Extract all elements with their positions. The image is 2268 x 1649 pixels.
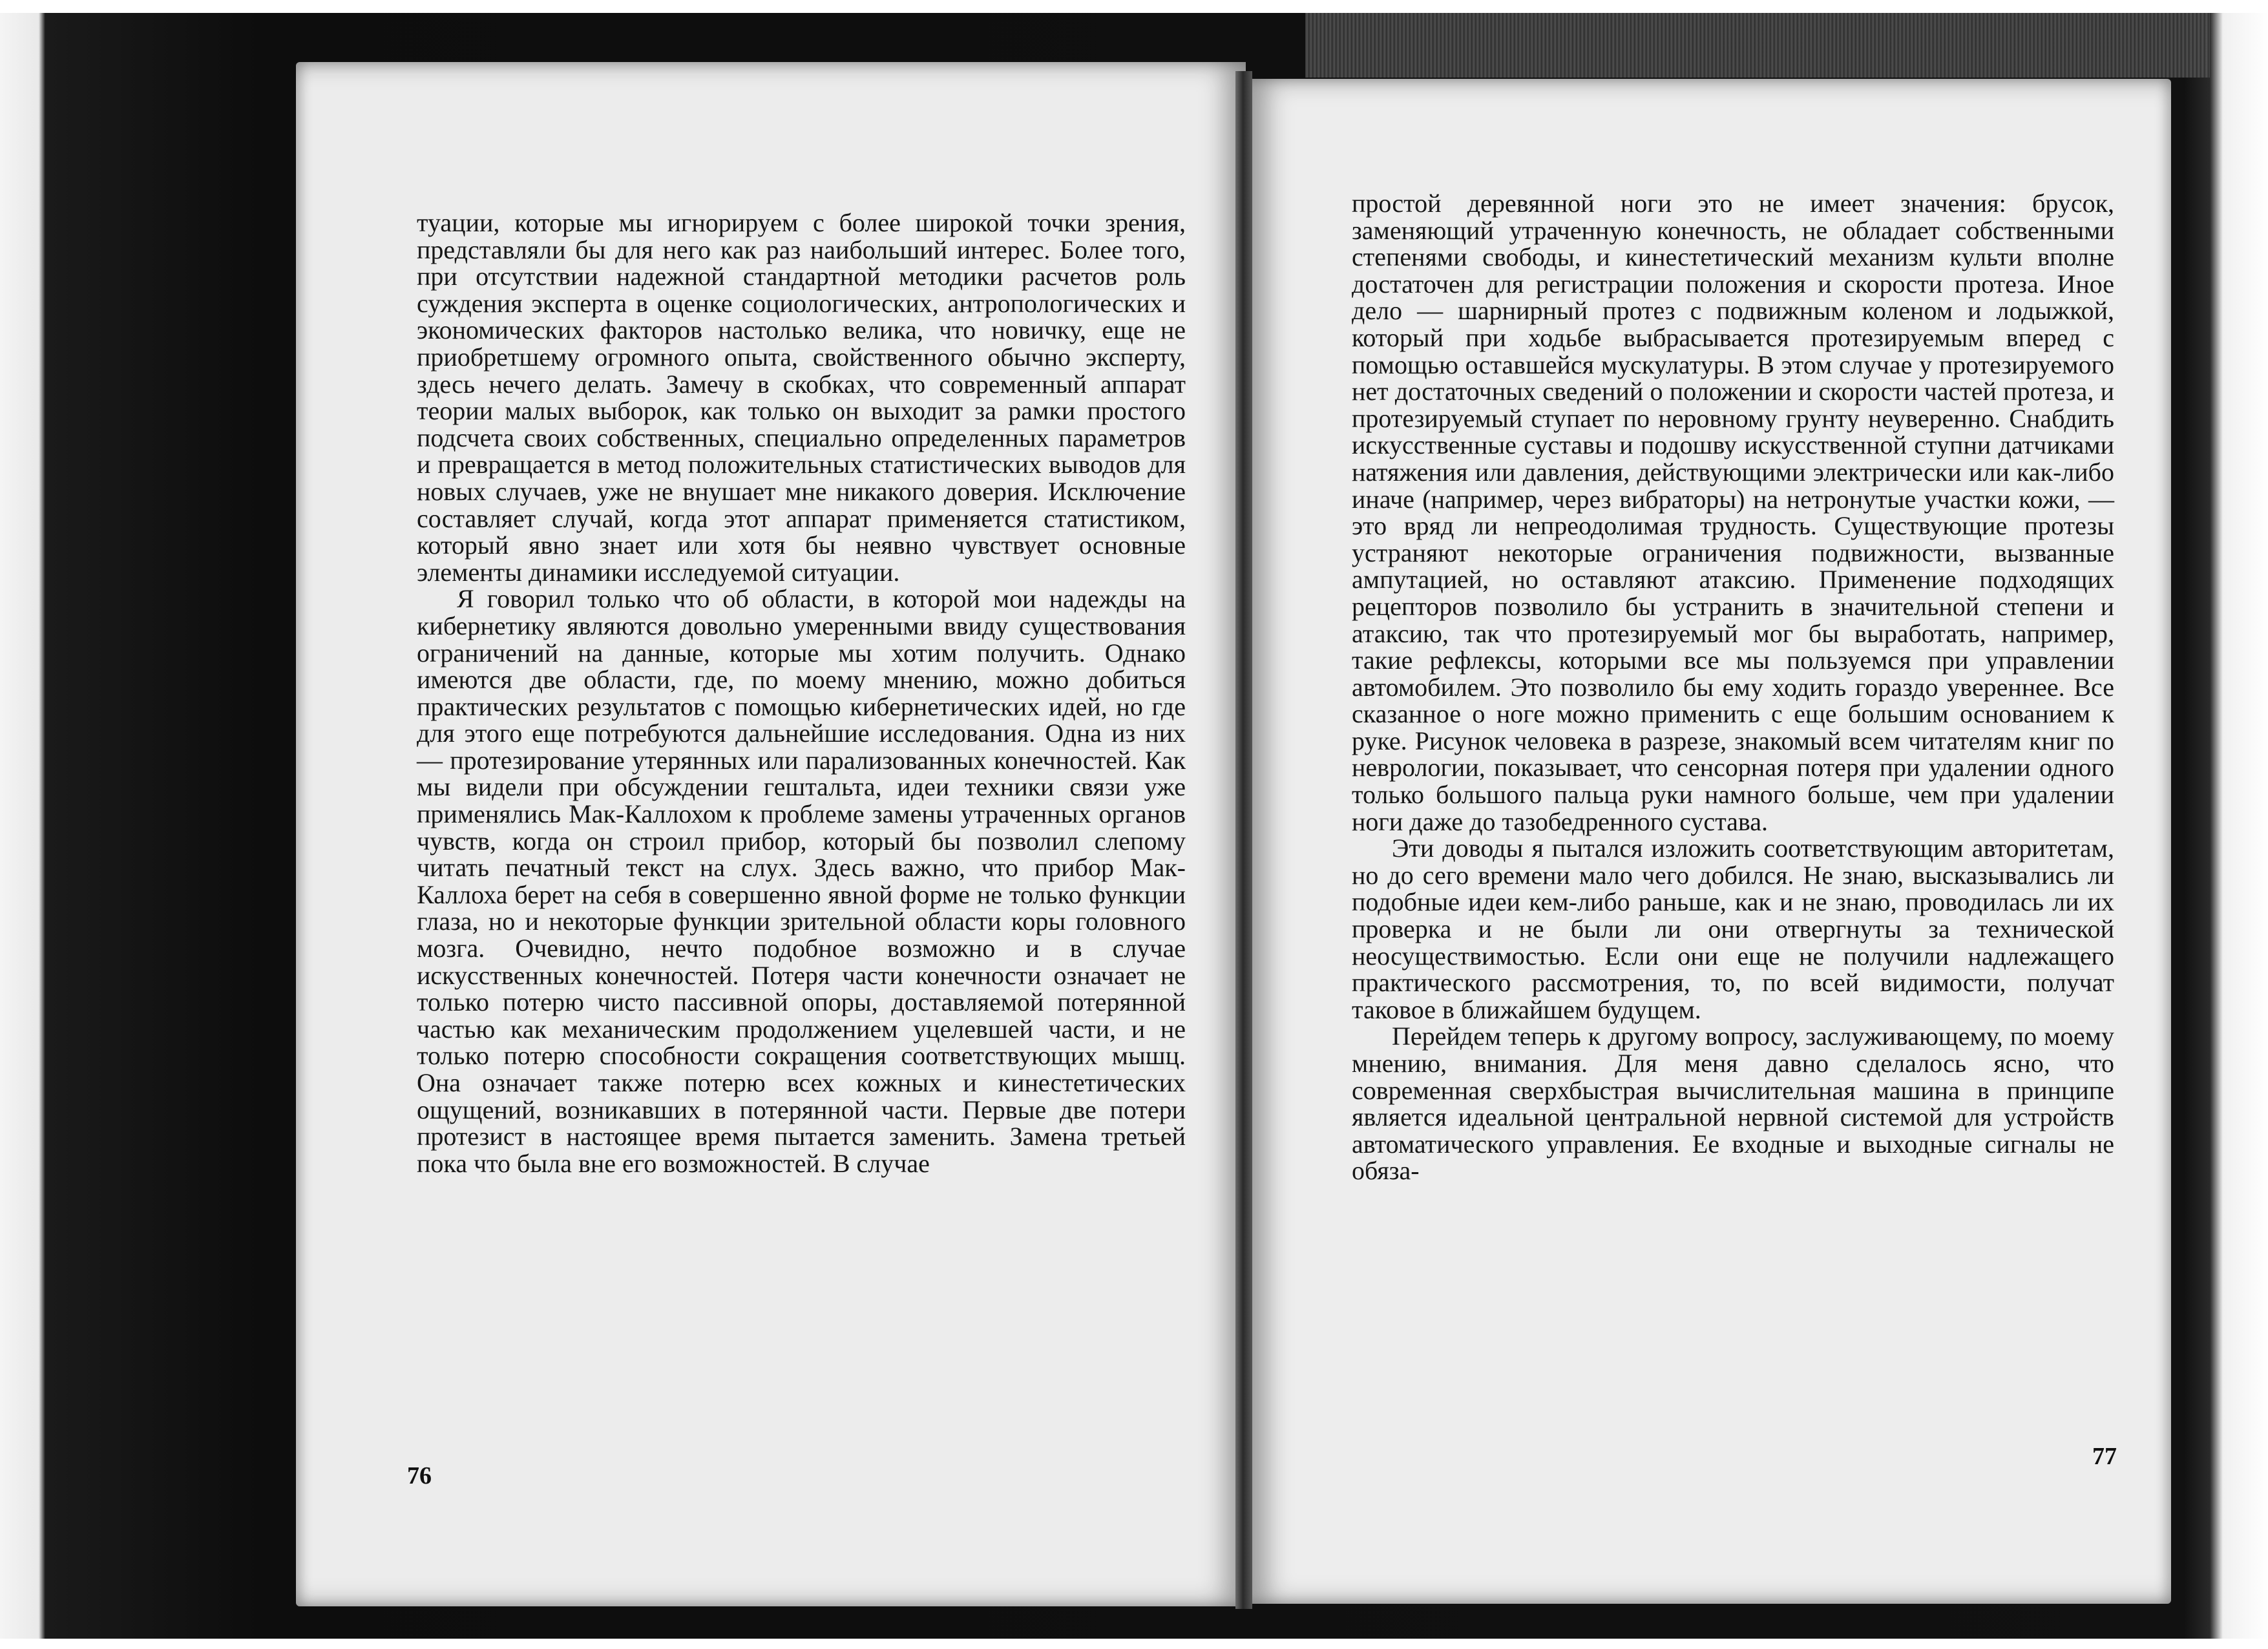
scan-margin-top: [0, 0, 2268, 13]
page-edges: [1305, 13, 2210, 78]
right-paragraph-2: Эти доводы я пытался изложить соответствующим авторитетам, но до сего времени мало чего добился. Не знаю, высказывались ли подобные идеи кем-либо раньше, как и не знаю, проводилась ли их проверка и не были ли они отвергнуты за технической неосуществимостью. Если они еще не получили надлежащего практического рассмотрения, то, по всей видимости, получат таковое в ближайшем будущем.: [1352, 834, 2114, 1024]
right-page-text: [1352, 190, 2114, 1184]
left-paragraph-2: Я говорил только что об области, в которой мои надежды на кибернетику являются довольно умеренными ввиду существования ограничений на данные, которые мы хотим получить. Однако имеются две области, где, по моему мнению, можно добиться практических результатов с помощью кибернетических идей, но где для этого еще потребуются дальнейшие исследования. Одна из них — протезирование утерянных или парализованных конечностей. Как мы видели при обсуждении гештальта, идеи техники связи уже применялись Мак-Каллохом к проблеме замены утраченных органов чувств, когда он строил прибор, который бы позволил слепому читать печатный текст на слух. Здесь важно, что прибор Мак-Каллоха берет на себя в совершенно явной форме не только функции глаза, но и некоторые функции зрительной области коры головного мозга. Очевидно, нечто подобное возможно и в случае искусственных конечностей. Потеря части конечности означает не только потерю чисто пассивной опоры, доставляемой потерянной частью как механическим продолжением уцелевшей части, и не только потерю способности сокращения соответствующих мышц. Она означает также потерю всех кожных и кинестетических ощущений, возникавших в потерянной части. Первые две потери протезист в настоящее время пытается заменить. Замена третьей пока что была вне его возможностей. В случае: [417, 584, 1186, 1178]
right-page-number: 77: [2092, 1443, 2117, 1470]
left-page-text: [417, 209, 1186, 1177]
right-paragraph-3: Перейдем теперь к другому вопросу, заслуживающему, по моему мнению, внимания. Для меня давно сделалось ясно, что современная сверхбыстрая вычислительная машина в принципе является идеальной центральной нервной системой для устройств автоматического управления. Ее входные и выходные сигналы не обяза-: [1352, 1022, 2114, 1186]
right-paragraph-1: простой деревянной ноги это не имеет значения: брусок, заменяющий утраченную конечность, не обладает собственными степенями свободы, и кинестетический механизм культи вполне достаточен для регистрации положения и скорости протеза. Иное дело — шарнирный протез с подвижным коленом и лодыжкой, который при ходьбе выбрасывается протезируемым вперед с помощью оставшейся мускулатуры. В этом случае у протезируемого нет достаточных сведений о положении и скорости частей протеза, и протезируемый ступает по неровному грунту неуверенно. Снабдить искусственные суставы и подошву искусственной ступни датчиками натяжения или давления, действующими электрически или как-либо иначе (например, через вибраторы) на нетронутые участки кожи, — это вряд ли непреодолимая трудность. Существующие протезы устраняют некоторые ограничения подвижности, вызванные ампутацией, но оставляют атаксию. Применение подходящих рецепторов позволило бы устранить в значительной степени и атаксию, так что протезируемый мог бы выработать, например, такие рефлексы, которыми все мы пользуемся при управлении автомобилем. Это позволило бы ему ходить гораздо увереннее. Все сказанное о ноге можно применить с еще большим основанием к руке. Рисунок человека в разрезе, знакомый всем читателям книг по неврологии, показывает, что сенсорная потеря при удалении одного только большого пальца руки намного больше, чем при удалении ноги даже до тазобедренного сустава.: [1352, 189, 2114, 836]
left-page-number: 76: [407, 1462, 432, 1489]
scan-margin-bottom: [0, 1639, 2268, 1649]
book-gutter: [1235, 71, 1252, 1609]
left-paragraph-1: туации, которые мы игнорируем с более широкой точки зрения, представляли бы для него как раз наибольший интерес. Более того, при отсутствии надежной стандартной методики расчетов роль суждения эксперта в оценке социологических, антропологических и экономических факторов настолько велика, что новичку, еще не приобретшему огромного опыта, свойственного обычно эксперту, здесь нечего делать. Замечу в скобках, что современный аппарат теории малых выборок, как только он выходит за рамки простого подсчета своих собственных, специально определенных параметров и превращается в метод положительных статистических выводов для новых случаев, уже не внушает мне никакого доверия. Исключение составляет случай, когда этот аппарат применяется статистиком, который явно знает или хотя бы неявно чувствует основные элементы динамики исследуемой ситуации.: [417, 208, 1186, 587]
